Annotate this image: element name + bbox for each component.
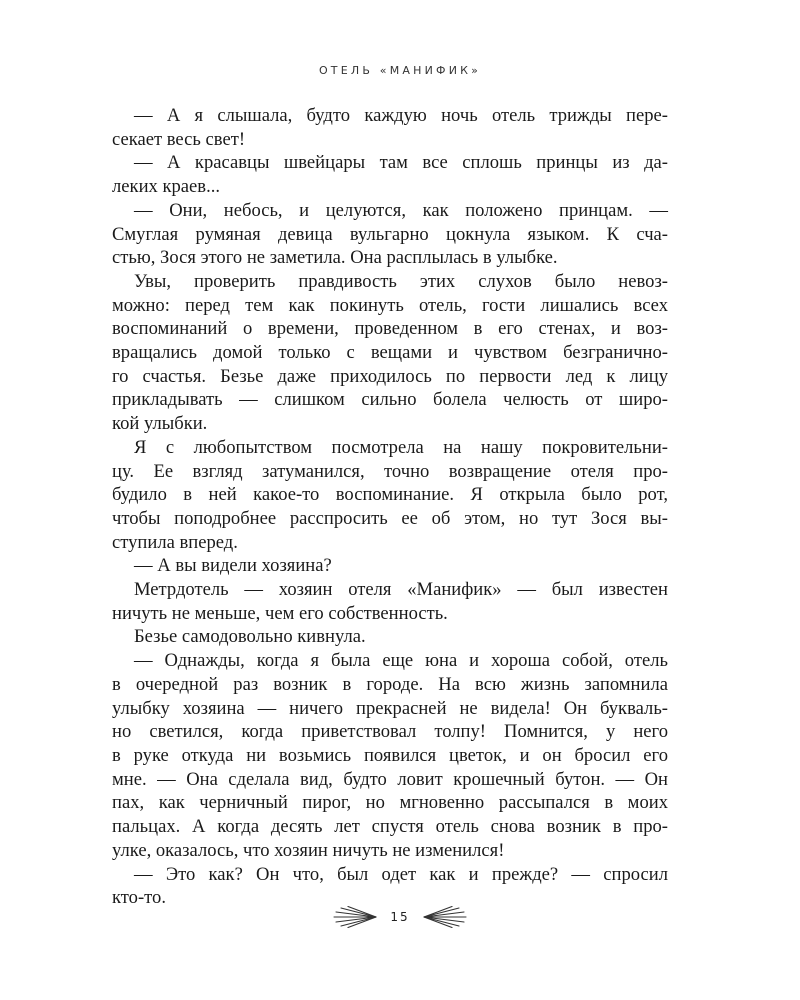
text-line: — А я слышала, будто каждую ночь отель трижды пере- xyxy=(134,105,668,126)
text-line: го счастья. Безье даже приходилось по первости лед к лицу xyxy=(112,365,668,387)
text-line: Безье самодовольно кивнула. xyxy=(134,626,366,648)
sunburst-right-icon xyxy=(422,906,468,928)
text-line: вращались домой только с вещами и чувством безгранично- xyxy=(112,342,668,364)
page-number: 15 xyxy=(390,910,410,924)
text-line: улыбку хозяина — ничего прекрасней не видела! Он букваль- xyxy=(112,697,668,719)
text-line: но светился, когда приветствовал толпу! Помнится, у него xyxy=(112,721,668,743)
text-line: пах, как черничный пирог, но мгновенно рассыпался в моих xyxy=(112,792,668,814)
text-line: кто-то. xyxy=(112,887,166,909)
text-line: Я с любопытством посмотрела на нашу покровительни- xyxy=(134,436,668,458)
text-line: секает весь свет! xyxy=(112,128,246,150)
body-text xyxy=(112,104,668,910)
text-line: ступила вперед. xyxy=(112,531,238,553)
text-line: в руке откуда ни возьмись появился цветок, и он бросил его xyxy=(112,744,668,766)
text-line: мне. — Она сделала вид, будто ловит крошечный бутон. — Он xyxy=(112,768,668,790)
text-line: улке, оказалось, что хозяин ничуть не изменился! xyxy=(112,839,505,861)
text-line: будило в ней какое-то воспоминание. Я открыла было рот, xyxy=(112,484,668,506)
text-line: воспоминаний о времени, проведенном в его стенах, и воз- xyxy=(112,318,668,340)
text-line: цу. Ее взгляд затуманился, точно возвращение отеля про- xyxy=(112,460,668,482)
text-line: — А вы видели хозяина? xyxy=(134,555,332,577)
text-line: Увы, проверить правдивость этих слухов было невоз- xyxy=(134,270,668,292)
text-line: чтобы поподробнее расспросить ее об этом, но тут Зося вы- xyxy=(112,507,668,529)
text-line: Смуглая румяная девица вульгарно цокнула языком. К сча- xyxy=(112,223,668,245)
text-line: в очередной раз возник в городе. На всю жизнь запомнила xyxy=(112,673,668,695)
text-line: ничуть не меньше, чем его собственность. xyxy=(112,602,448,624)
page-folio xyxy=(0,906,800,928)
running-head: ОТЕЛЬ «МАНИФИК» xyxy=(318,64,482,77)
text-line: — А красавцы швейцары там все сплошь принцы из да- xyxy=(134,152,668,174)
text-line: — Это как? Он что, был одет как и прежде? — спросил xyxy=(134,863,668,885)
text-line: — Они, небось, и целуются, как положено принцам. — xyxy=(134,199,668,221)
text-line: Метрдотель — хозяин отеля «Манифик» — был известен xyxy=(134,579,668,601)
text-line: — Однажды, когда я была еще юна и хороша собой, отель xyxy=(134,650,668,672)
text-line: можно: перед тем как покинуть отель, гости лишались всех xyxy=(112,294,668,316)
text-line: кой улыбки. xyxy=(112,413,208,435)
text-line: стью, Зося этого не заметила. Она расплылась в улыбке. xyxy=(112,247,558,269)
text-line: леких краев... xyxy=(112,176,221,198)
sunburst-left-icon xyxy=(332,906,378,928)
text-line: пальцах. А когда десять лет спустя отель снова возник в про- xyxy=(112,816,668,838)
text-line: прикладывать — слишком сильно болела челюсть от широ- xyxy=(112,389,668,411)
